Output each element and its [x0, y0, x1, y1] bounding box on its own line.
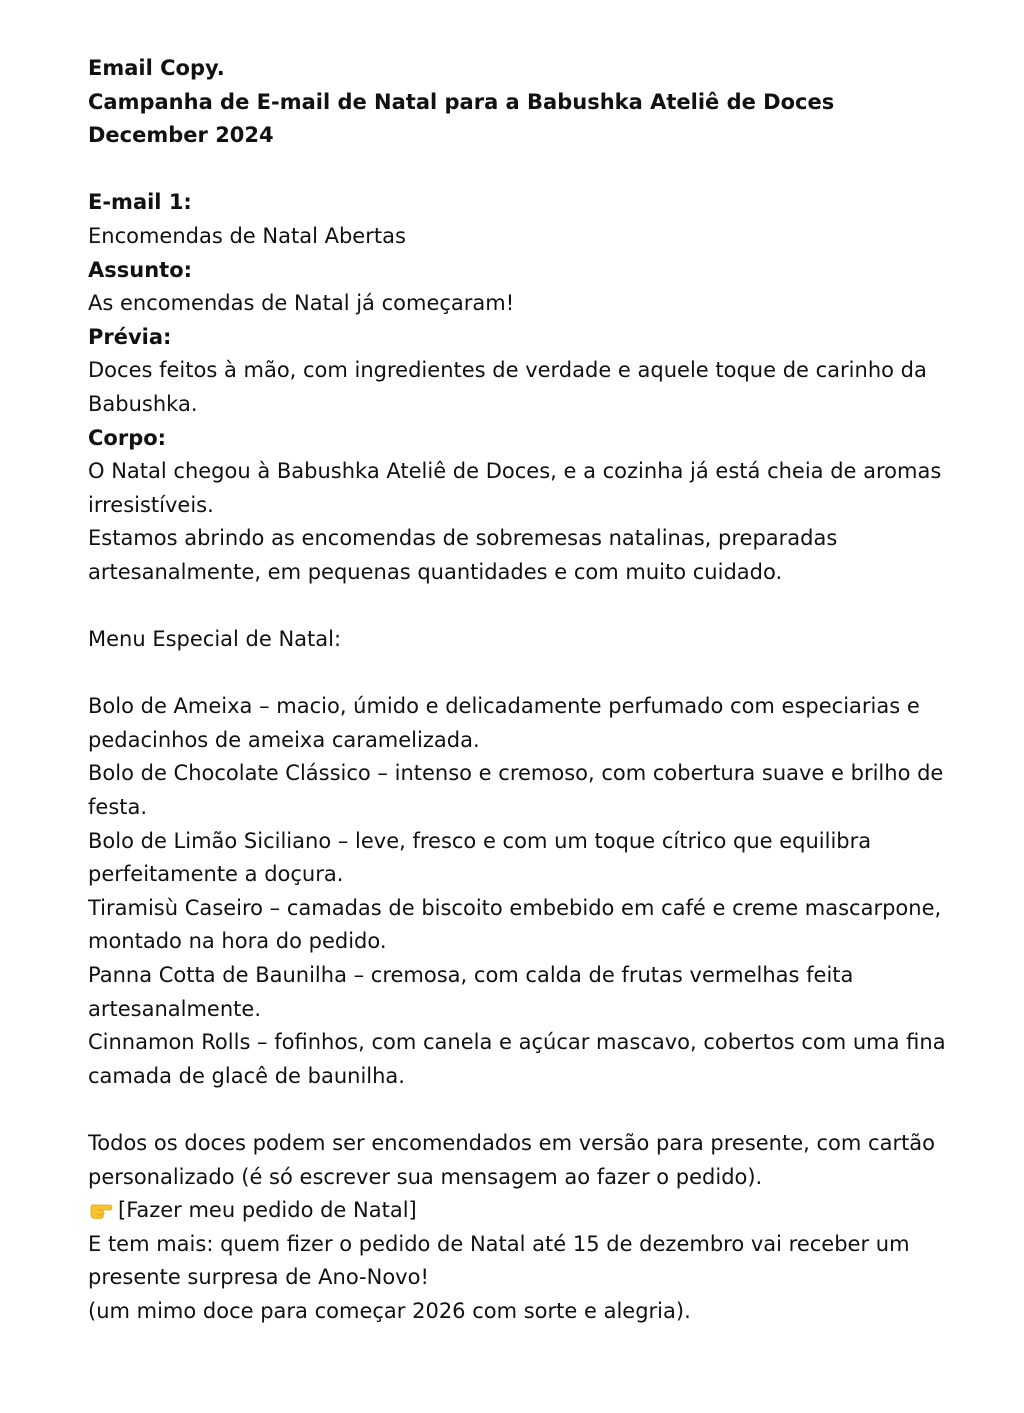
cta-line[interactable]	[88, 1194, 958, 1228]
menu-line: Bolo de Ameixa – macio, úmido e delicadamente perfumado com especiarias e	[88, 694, 920, 719]
pointing-hand-icon	[88, 1200, 114, 1220]
menu-line: pedacinhos de ameixa caramelizada.	[88, 727, 480, 752]
menu-line: Bolo de Limão Siciliano – leve, fresco e com um toque cítrico que equilibra	[88, 828, 872, 853]
subject-text: As encomendas de Natal já começaram!	[88, 291, 515, 316]
menu-line: perfeitamente a doçura.	[88, 862, 344, 887]
menu-line: camada de glacê de baunilha.	[88, 1063, 405, 1088]
doc-title: Email Copy.	[88, 56, 225, 80]
gift-line: Todos os doces podem ser encomendados em versão para presente, com cartão	[88, 1131, 936, 1155]
spacer	[88, 153, 958, 187]
intro-line: artesanalmente, em pequenas quantidades e com muito cuidado.	[88, 559, 783, 584]
campaign-date: December 2024	[88, 123, 274, 148]
intro-line: Estamos abrindo as encomendas de sobremesas natalinas, preparadas	[88, 526, 838, 551]
bonus-line: (um mimo doce para começar 2026 com sorte e alegria).	[88, 1298, 691, 1323]
menu-line: Panna Cotta de Baunilha – cremosa, com calda de frutas vermelhas feita	[88, 963, 854, 988]
campaign-title: Campanha de E-mail de Natal para a Babushka Ateliê de Doces	[88, 89, 835, 114]
preview-label: Prévia:	[88, 324, 172, 349]
intro-line: O Natal chegou à Babushka Ateliê de Doces, e a cozinha já está cheia de aromas	[88, 459, 942, 484]
menu-line: Bolo de Chocolate Clássico – intenso e cremoso, com cobertura suave e brilho de	[88, 761, 944, 786]
bonus-line: E tem mais: quem fizer o pedido de Natal até 15 de dezembro vai receber um	[88, 1231, 910, 1256]
menu-title: Menu Especial de Natal:	[88, 627, 342, 652]
menu-line: artesanalmente.	[88, 996, 261, 1021]
spacer	[88, 590, 958, 624]
email-heading: E-mail 1:	[88, 190, 192, 215]
email-name: Encomendas de Natal Abertas	[88, 223, 406, 248]
menu-line: Tiramisù Caseiro – camadas de biscoito embebido em café e creme mascarpone,	[88, 895, 942, 920]
menu-line: festa.	[88, 795, 148, 820]
menu-line: montado na hora do pedido.	[88, 929, 387, 954]
spacer	[88, 657, 958, 691]
preview-line: Babushka.	[88, 391, 198, 416]
bonus-line: presente surpresa de Ano-Novo!	[88, 1265, 429, 1290]
menu-line: Cinnamon Rolls – fofinhos, com canela e açúcar mascavo, cobertos com uma fina	[88, 1030, 946, 1055]
subject-label: Assunto:	[88, 257, 193, 282]
gift-line: personalizado (é só escrever sua mensagem ao fazer o pedido).	[88, 1164, 763, 1189]
preview-line: Doces feitos à mão, com ingredientes de verdade e aquele toque de carinho da	[88, 358, 927, 383]
body-label: Corpo:	[88, 425, 167, 450]
intro-line: irresistíveis.	[88, 492, 214, 517]
document-page	[88, 52, 958, 1329]
order-cta-link[interactable]: [Fazer meu pedido de Natal]	[118, 1198, 417, 1223]
spacer	[88, 1093, 958, 1127]
